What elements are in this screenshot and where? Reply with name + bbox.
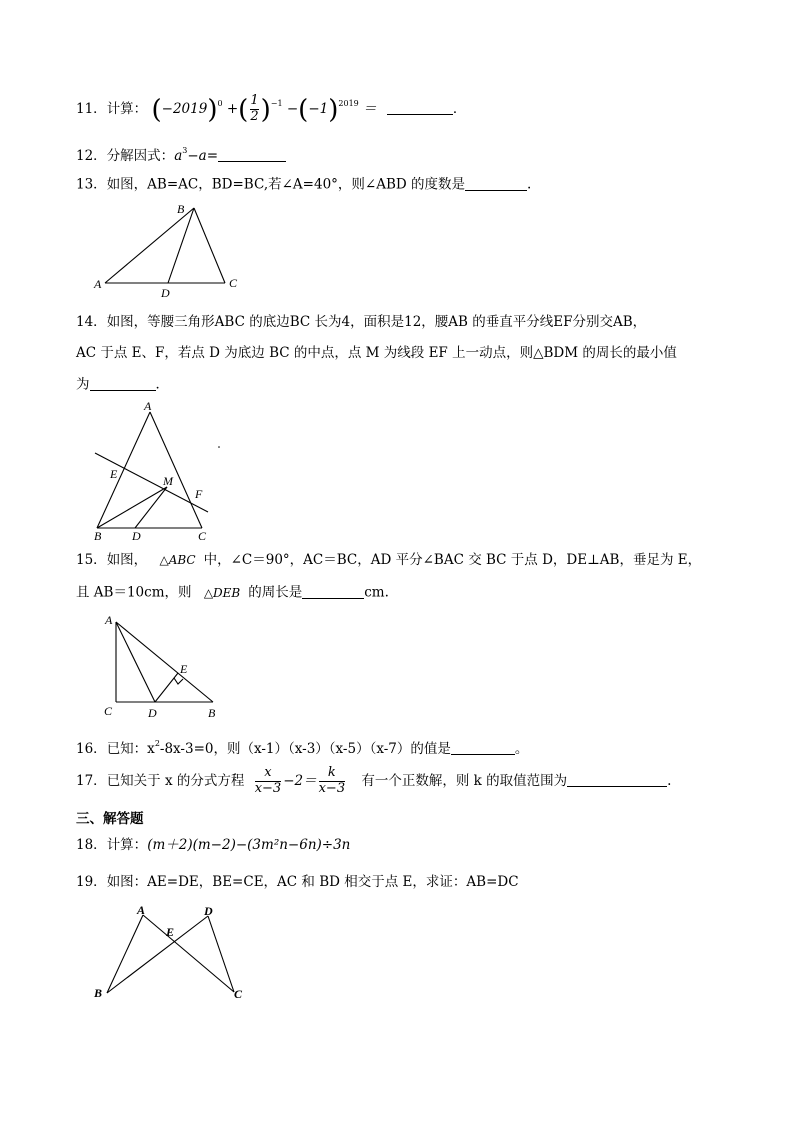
label-b: B — [208, 706, 216, 720]
label-a: A — [94, 277, 102, 291]
label-e: E — [166, 925, 175, 939]
question-text: 如图，AB=AC，BD=BC,若∠A=40°，则∠ABD 的度数是 — [106, 176, 466, 193]
question-14-line3: 为 ． — [76, 376, 169, 393]
label-e: E — [180, 662, 188, 676]
question-number: 12． — [76, 148, 107, 164]
question-16: 16．已知：$x^2-8x-3=0$，则（x-1）（x-3）（x-5）（x-7）的值是 。 — [76, 739, 529, 757]
label-d: D — [161, 286, 170, 300]
label-d: D — [148, 706, 157, 720]
question-number: 16． — [76, 741, 107, 757]
question-number: 11． — [76, 100, 107, 117]
question-number: 19． — [76, 874, 107, 890]
question-13: 13．如图，AB=AC，BD=BC,若∠A=40°，则∠ABD 的度数是 . — [76, 176, 532, 193]
label-a: A — [137, 903, 146, 917]
fraction-left: $\frac{x}{x-3}$ — [254, 765, 282, 796]
question-text: 分解因式： — [106, 148, 175, 164]
triangle-deb: △DEB — [203, 585, 241, 600]
question-number: 17． — [76, 772, 107, 789]
label-e: E — [110, 467, 118, 481]
label-d: D — [132, 529, 141, 543]
fraction-right: $\frac{k}{x-3}$ — [318, 765, 346, 796]
question-number: 18． — [76, 837, 107, 853]
expression: $a^3-a=$ — [174, 146, 219, 164]
question-15-line2: 且 AB＝10cm，则 △DEB 的周长是 cm. — [76, 584, 389, 601]
question-11: 11．计算： $(-2019)^0$ +( $\frac{1}{2}$ )$^{-1} -(-1)^{2019}$ ＝ ． — [76, 93, 467, 125]
label-b: B — [94, 986, 103, 1000]
question-15-line1: 15．如图， △ABC 中，∠C＝90°，AC＝BC，AD 平分∠BAC 交 BC 于点 D，DE⊥AB，垂足为 E， — [76, 552, 702, 568]
label-d: D — [204, 904, 213, 918]
question-number: 15． — [76, 552, 107, 568]
label-b: B — [94, 529, 102, 543]
question-text: 计算： — [106, 100, 148, 117]
label-c: C — [104, 704, 113, 718]
question-number: 14． — [76, 314, 107, 330]
label-c: C — [229, 276, 238, 290]
label-a: A — [144, 399, 152, 413]
expression: $(-2019)^0$ +( $\frac{1}{2}$ )$^{-1} -(-1)^{2019}$ ＝ — [151, 93, 377, 125]
label-f: F — [195, 487, 203, 501]
question-17: 17．已知关于 x 的分式方程 $\frac{x}{x-3}$ −2＝ $\frac{k}{x-3}$ 有一个正数解，则 k 的取值范围为 . — [76, 765, 672, 796]
expression: (m＋2)(m−2)−(3m²n−6n)÷3n — [147, 837, 351, 853]
triangle-abc: △ABC — [159, 553, 196, 567]
section-heading: 三、解答题 — [76, 811, 144, 827]
question-19: 19．如图：AE=DE，BE=CE，AC 和 BD 相交于点 E，求证：AB=DC — [76, 874, 519, 890]
question-14-line2: AC 于点 E、F，若点 D 为底边 BC 的中点，点 M 为线段 EF 上一动点，则△BDM 的周长的最小值 — [76, 345, 677, 361]
question-text: 如图，等腰三角形ABC 的底边BC 长为4，面积是12，腰AB 的垂直平分线EF分别交AB， — [106, 314, 647, 330]
segment-ab — [107, 915, 143, 993]
question-18: 18．计算：(m＋2)(m−2)−(3m²n−6n)÷3n — [76, 837, 351, 853]
label-c: C — [234, 987, 243, 1001]
question-number: 13． — [76, 176, 107, 193]
label-c: C — [198, 529, 207, 543]
equation: $\frac{x}{x-3}$ −2＝ $\frac{k}{x-3}$ — [254, 765, 346, 796]
fraction: $\frac{1}{2}$ — [250, 93, 259, 124]
label-m: M — [163, 474, 173, 488]
label-b: B — [177, 202, 185, 216]
label-a: A — [105, 613, 113, 627]
